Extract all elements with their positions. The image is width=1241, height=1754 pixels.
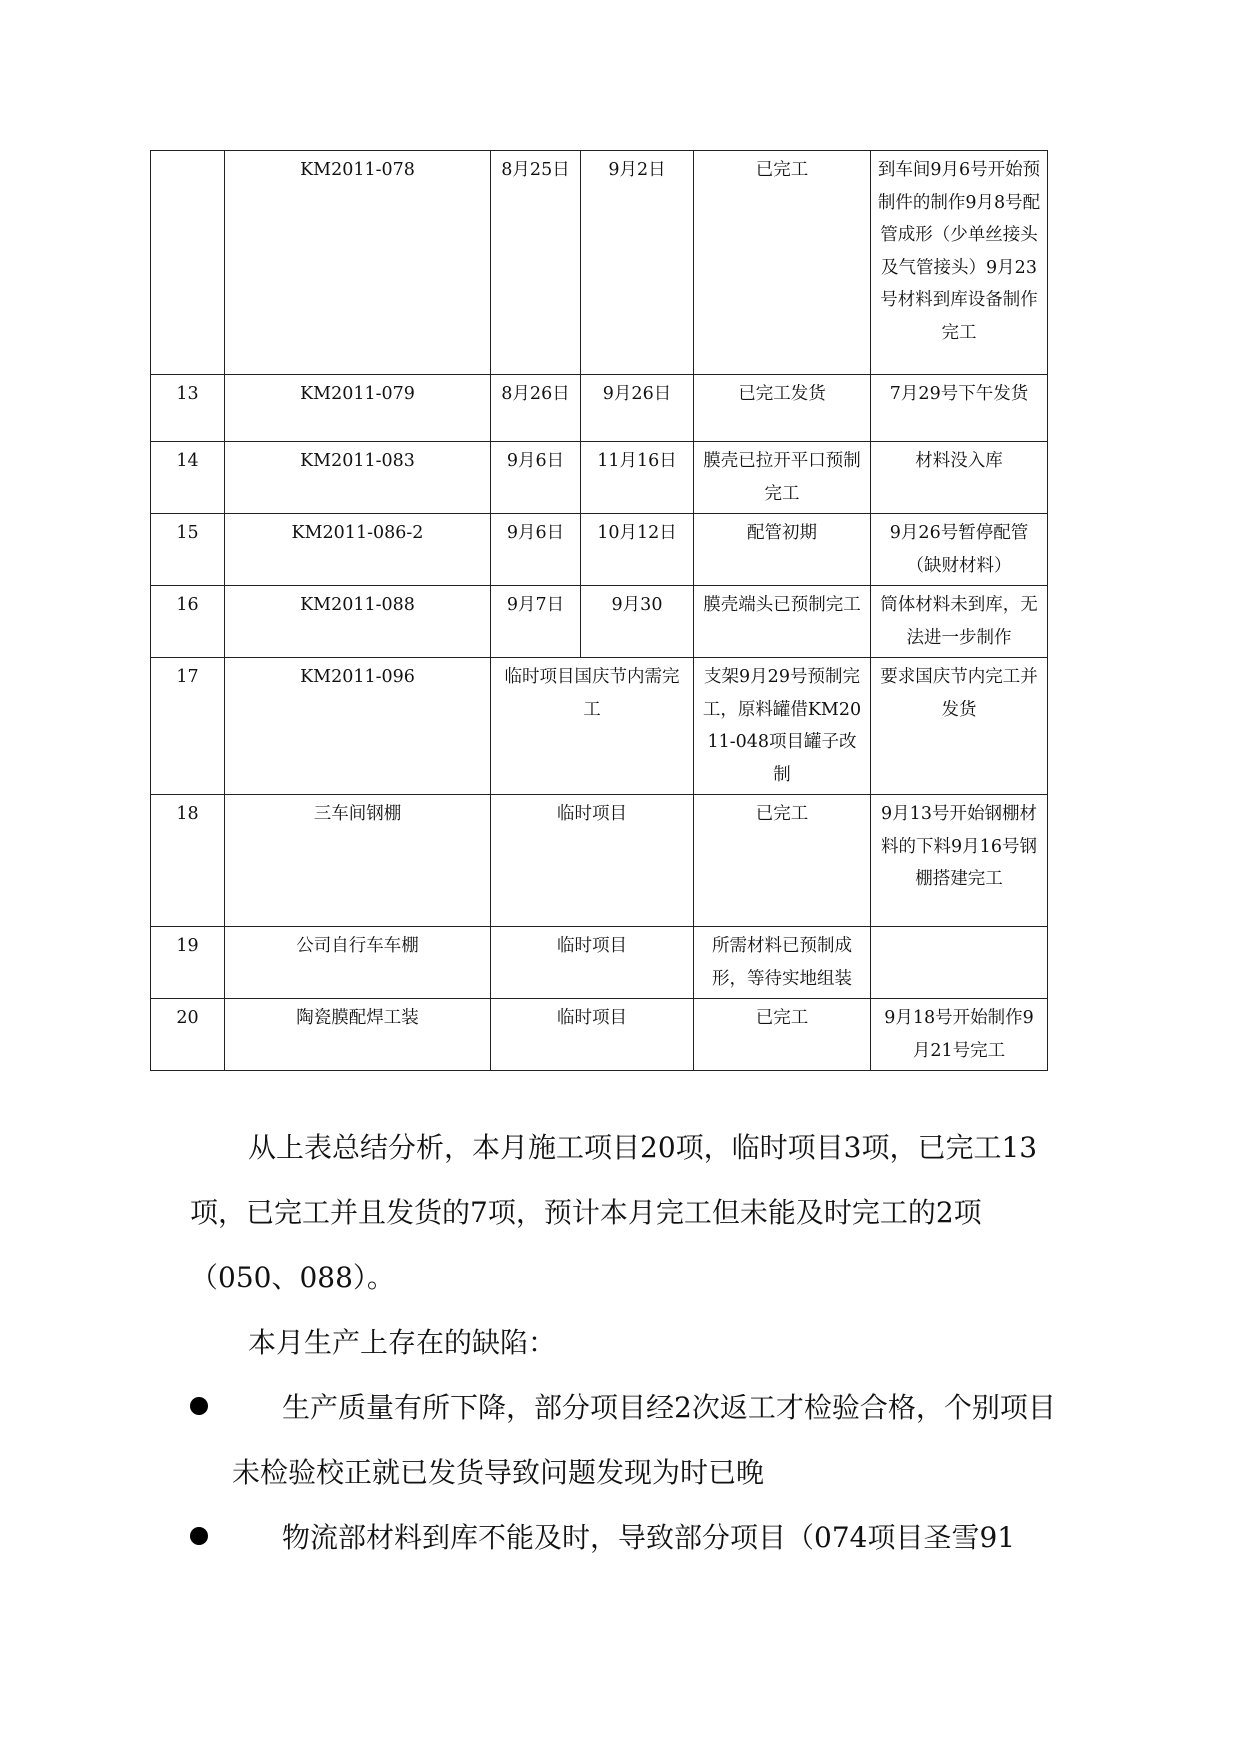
project-progress-table	[150, 150, 1048, 1071]
bullet-text: 物流部材料到库不能及时，导致部分项目（074项目圣雪91	[282, 1521, 1016, 1554]
bullet-dot-icon	[190, 1397, 208, 1415]
project-code: 陶瓷膜配焊工装	[225, 999, 491, 1071]
note	[871, 927, 1048, 999]
status: 支架9月29号预制完工，原料罐借KM2011-048项目罐子改制	[694, 658, 871, 795]
row-number: 18	[151, 795, 225, 927]
status: 已完工	[694, 795, 871, 927]
status: 所需材料已预制成形，等待实地组装	[694, 927, 871, 999]
table-row	[151, 514, 1048, 586]
row-number: 13	[151, 375, 225, 442]
note: 材料没入库	[871, 442, 1048, 514]
table-row	[151, 658, 1048, 795]
end-date: 10月12日	[581, 514, 694, 586]
period: 临时项目国庆节内需完工	[491, 658, 694, 795]
project-code: KM2011-096	[225, 658, 491, 795]
status: 已完工	[694, 999, 871, 1071]
note: 筒体材料未到库，无法进一步制作	[871, 586, 1048, 658]
end-date: 9月2日	[581, 151, 694, 375]
project-code: 公司自行车车棚	[225, 927, 491, 999]
end-date: 11月16日	[581, 442, 694, 514]
status: 已完工	[694, 151, 871, 375]
summary-paragraph: 从上表总结分析，本月施工项目20项，临时项目3项，已完工13项，已完工并且发货的7项，预计本月完工但未能及时完工的2项（050、088）。	[190, 1131, 1038, 1294]
project-code: KM2011-088	[225, 586, 491, 658]
start-date: 9月6日	[491, 514, 581, 586]
project-code: KM2011-079	[225, 375, 491, 442]
row-number: 17	[151, 658, 225, 795]
note: 到车间9月6号开始预制件的制作9月8号配管成形（少单丝接头及气管接头）9月23号材料到库设备制作完工	[871, 151, 1048, 375]
row-number: 14	[151, 442, 225, 514]
row-number: 16	[151, 586, 225, 658]
note: 9月18号开始制作9月21号完工	[871, 999, 1048, 1071]
row-number	[151, 151, 225, 375]
project-code: KM2011-086-2	[225, 514, 491, 586]
table-row	[151, 586, 1048, 658]
start-date: 9月7日	[491, 586, 581, 658]
table-row	[151, 795, 1048, 927]
start-date: 9月6日	[491, 442, 581, 514]
status: 已完工发货	[694, 375, 871, 442]
period: 临时项目	[491, 999, 694, 1071]
table-row	[151, 151, 1048, 375]
status: 配管初期	[694, 514, 871, 586]
note: 7月29号下午发货	[871, 375, 1048, 442]
project-code: KM2011-078	[225, 151, 491, 375]
end-date: 9月26日	[581, 375, 694, 442]
note: 要求国庆节内完工并发货	[871, 658, 1048, 795]
bullet-text: 生产质量有所下降，部分项目经2次返工才检验合格，个别项目未检验校正就已发货导致问题发现为时已晚	[232, 1391, 1056, 1489]
note: 9月13号开始钢棚材料的下料9月16号钢棚搭建完工	[871, 795, 1048, 927]
row-number: 15	[151, 514, 225, 586]
status: 膜壳已拉开平口预制完工	[694, 442, 871, 514]
period: 临时项目	[491, 927, 694, 999]
start-date: 8月25日	[491, 151, 581, 375]
row-number: 19	[151, 927, 225, 999]
table-row	[151, 375, 1048, 442]
bullet-dot-icon	[190, 1527, 208, 1545]
end-date: 9月30	[581, 586, 694, 658]
start-date: 8月26日	[491, 375, 581, 442]
table-row	[151, 999, 1048, 1071]
table-row	[151, 442, 1048, 514]
project-code: KM2011-083	[225, 442, 491, 514]
status: 膜壳端头已预制完工	[694, 586, 871, 658]
period: 临时项目	[491, 795, 694, 927]
table-row	[151, 927, 1048, 999]
note: 9月26号暂停配管（缺财材料）	[871, 514, 1048, 586]
project-code: 三车间钢棚	[225, 795, 491, 927]
row-number: 20	[151, 999, 225, 1071]
defects-heading: 本月生产上存在的缺陷：	[248, 1326, 557, 1359]
